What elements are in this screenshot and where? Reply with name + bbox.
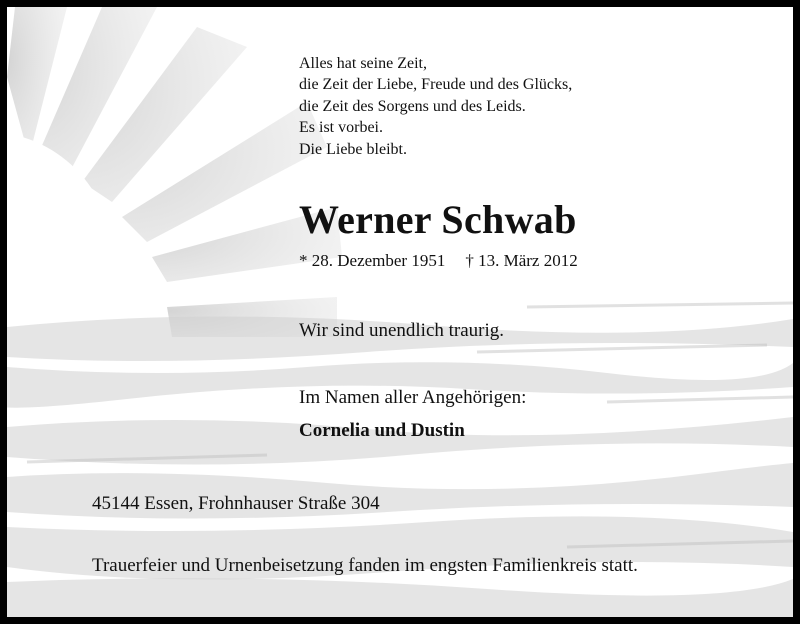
poem-line: die Zeit der Liebe, Freude und des Glücks,: [299, 76, 573, 94]
birth-date: * 28. Dezember 1951: [299, 251, 446, 270]
poem: [299, 53, 572, 160]
poem-line: Es ist vorbei.: [299, 119, 383, 137]
poem-line: Alles hat seine Zeit,: [299, 55, 427, 72]
death-date: † 13. März 2012: [465, 251, 578, 270]
life-dates: [299, 252, 578, 269]
poem-line: die Zeit des Sorgens und des Leids.: [299, 97, 526, 115]
ceremony-note: Trauerfeier und Urnenbeisetzung fanden im engsten Familienkreis statt.: [92, 555, 638, 576]
family-intro: Im Namen aller Angehörigen:: [299, 387, 527, 408]
deceased-name: Werner Schwab: [299, 197, 577, 242]
address: 45144 Essen, Frohnhauser Straße 304: [92, 493, 380, 514]
family-names: Cornelia und Dustin: [299, 420, 465, 441]
poem-line: Die Liebe bleibt.: [299, 140, 407, 158]
grief-message: Wir sind unendlich traurig.: [299, 320, 505, 341]
